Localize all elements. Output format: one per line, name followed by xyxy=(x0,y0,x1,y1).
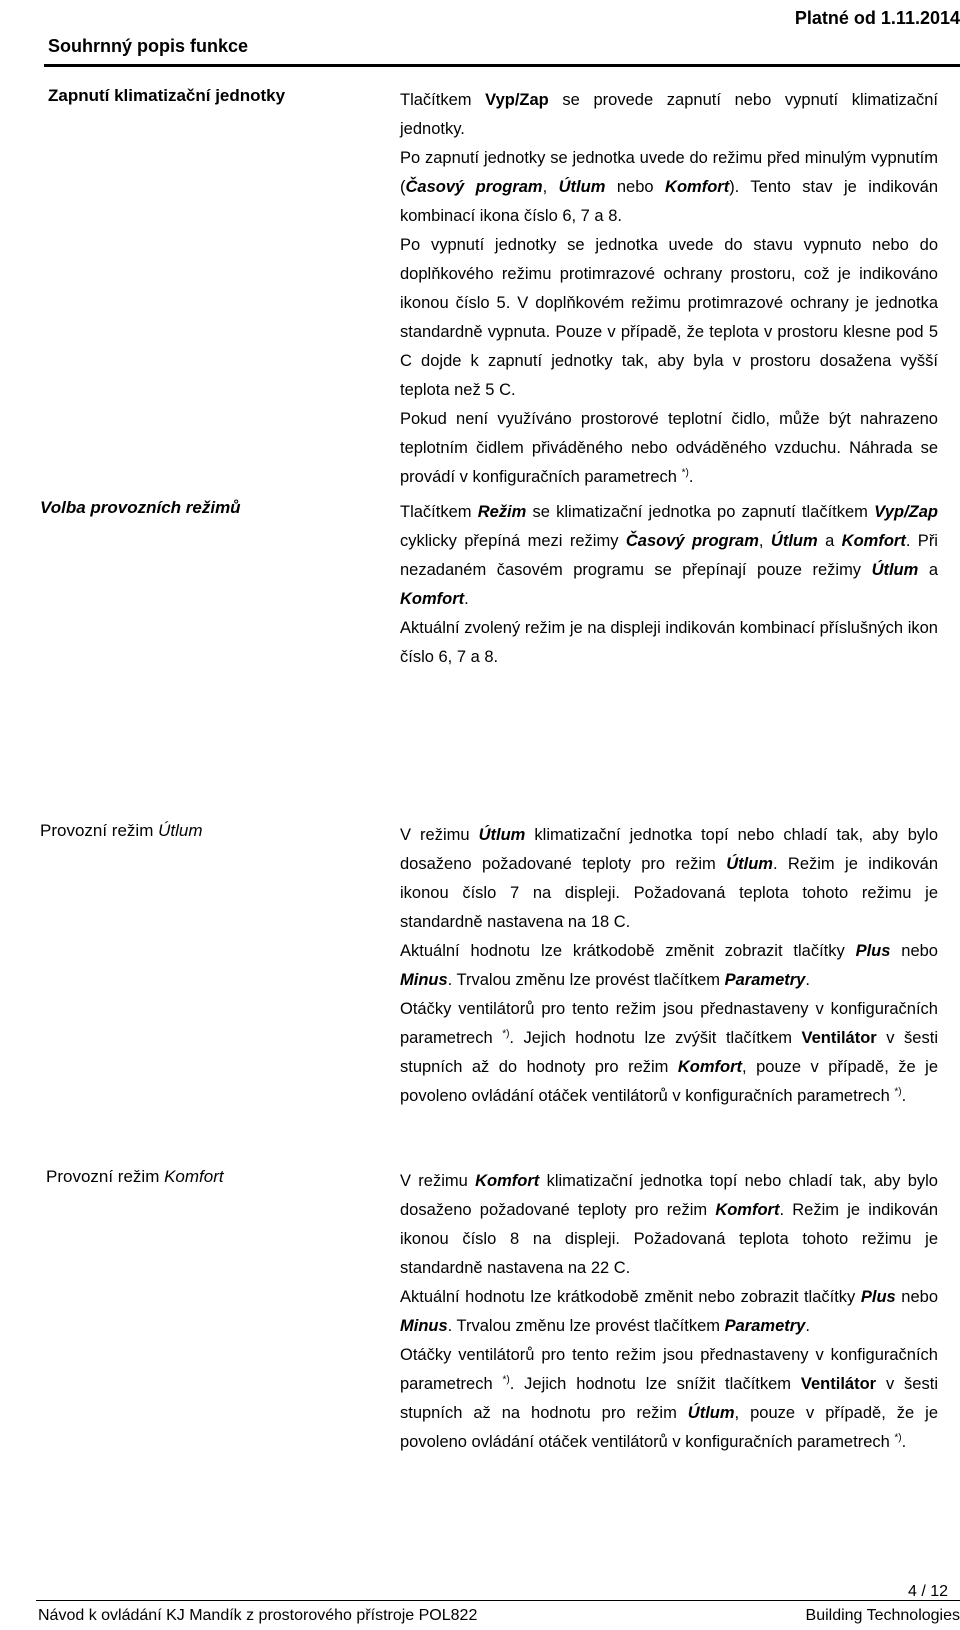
section-text: V režimu Útlum klimatizační jednotka topí nebo chladí tak, aby bylo dosaženo požadované teploty pro režim Útlum. Režim je indikován ikonou číslo 7 na displeji. Požadovaná teplota tohoto režimu je standardně nastavena na 18 C. Aktuální hodnotu lze krátkodobě změnit zobrazit tlačítky Plus nebo Minus. Trvalou změnu lze provést tlačítkem Parametry. Otáčky ventilátorů pro tento režim jsou přednastaveny v konfiguračních parametrech *). Jejich hodnotu lze zvýšit tlačítkem Ventilátor v šesti stupních až do hodnoty pro režim Komfort, pouze v případě, že je povoleno ovládání otáček ventilátorů v konfiguračních parametrech *). xyxy=(400,826,939,1105)
section-text: Tlačítkem Vyp/Zap se provede zapnutí nebo vypnutí klimatizační jednotky. Po zapnutí jednotky se jednotka uvede do režimu před minulým vypnutím (Časový program, Útlum nebo Komfort). Tento stav je indikován kombinací ikona číslo 6, 7 a 8. Po vypnutí jednotky se jednotka uvede do stavu vypnuto nebo do doplňkového režimu protimrazové ochrany prostoru, což je indikováno ikonou číslo 5. V doplňkovém režimu protimrazové ochrany je jednotka standardně vypnuta. Pouze v případě, že teplota v prostoru klesne pod 5 C dojde k zapnutí jednotky tak, aby byla v prostoru dosažena vyšší teplota než 5 C. Pokud není využíváno prostorové teplotní čidlo, může být nahrazeno teplotním čidlem přiváděného nebo odváděného vzduchu. Náhrada se provádí v konfiguračních parametrech *). xyxy=(400,91,938,486)
section-label: Volba provozních režimů xyxy=(40,498,241,517)
footer-document-title: Návod k ovládání KJ Mandík z prostorového přístroje POL822 xyxy=(38,1607,478,1624)
page-number: 4 / 12 xyxy=(907,1583,948,1600)
section-label: Provozní režim Komfort xyxy=(46,1167,224,1186)
footer-divider xyxy=(36,1600,960,1601)
page-header-title: Souhrnný popis funkce xyxy=(48,36,249,56)
section-label: Provozní režim Útlum xyxy=(40,821,203,840)
valid-from: Platné od 1.11.2014 xyxy=(794,8,960,28)
section-text: V režimu Komfort klimatizační jednotka topí nebo chladí tak, aby bylo dosaženo požadované teploty pro režim Komfort. Režim je indikován ikonou číslo 8 na displeji. Požadovaná teplota tohoto režimu je standardně nastavena na 22 C. Aktuální hodnotu lze krátkodobě změnit nebo zobrazit tlačítky Plus nebo Minus. Trvalou změnu lze provést tlačítkem Parametry. Otáčky ventilátorů pro tento režim jsou přednastaveny v konfiguračních parametrech *). Jejich hodnotu lze snížit tlačítkem Ventilátor v šesti stupních až na hodnotu pro režim Útlum, pouze v případě, že je povoleno ovládání otáček ventilátorů v konfiguračních parametrech *). xyxy=(400,1172,938,1451)
header-divider xyxy=(44,64,960,67)
section-text: Tlačítkem Režim se klimatizační jednotka po zapnutí tlačítkem Vyp/Zap cyklicky přepíná mezi režimy Časový program, Útlum a Komfort. Při nezadaném časovém programu se přepínají pouze režimy Útlum a Komfort. Aktuální zvolený režim je na displeji indikován kombinací příslušných ikon číslo 6, 7 a 8. xyxy=(400,503,938,666)
footer-company: Building Technologies xyxy=(805,1607,960,1624)
section-label: Zapnutí klimatizační jednotky xyxy=(48,86,286,105)
